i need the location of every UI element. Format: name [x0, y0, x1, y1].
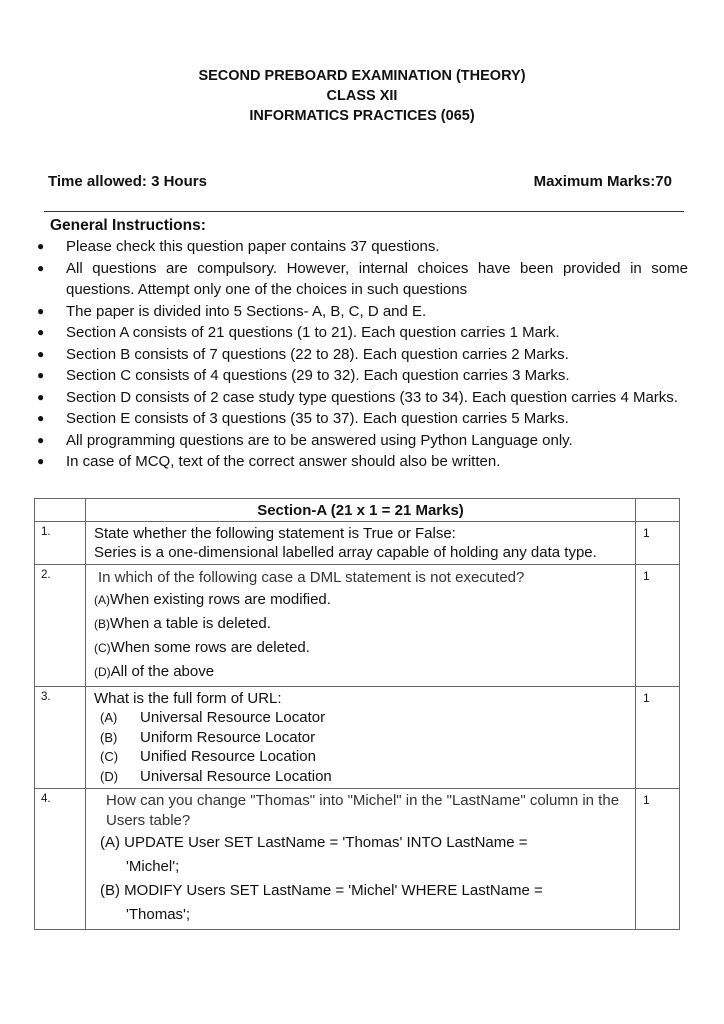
subject-label: INFORMATICS PRACTICES (065) — [249, 108, 475, 124]
option: (C)When some rows are deleted. — [94, 639, 310, 656]
question-number: 1. — [35, 522, 86, 565]
general-instructions-list — [32, 236, 688, 473]
question-row — [35, 522, 680, 565]
instruction-item — [32, 430, 688, 452]
general-instructions-title: General Instructions: — [50, 217, 206, 234]
question-marks: 1 — [636, 522, 680, 565]
exam-title: SECOND PREBOARD EXAMINATION (THEORY) — [198, 68, 526, 84]
question-line: How can you change "Thomas" into "Michel" in the "LastName" column in the Users table? — [106, 792, 620, 829]
bullet-icon: ● — [37, 368, 45, 382]
section-a-heading: Section-A (21 x 1 = 21 Marks) — [86, 499, 636, 522]
instruction-text: Section B consists of 7 questions (22 to 28). Each question carries 2 Marks. — [66, 345, 569, 363]
instruction-item — [32, 322, 688, 344]
option: (D)All of the above — [94, 663, 215, 680]
bullet-icon: ● — [37, 454, 45, 468]
bullet-icon: ● — [37, 239, 45, 253]
section-a-table — [34, 498, 680, 930]
bullet-icon: ● — [37, 389, 45, 404]
class-label: CLASS XII — [326, 88, 398, 104]
question-line: Series is a one-dimensional labelled array capable of holding any data type. — [94, 544, 597, 561]
question-marks: 1 — [636, 687, 680, 789]
option: (A) Universal Resource Locator — [100, 709, 326, 726]
option: (A)When existing rows are modified. — [94, 591, 331, 608]
question-marks: 1 — [636, 789, 680, 930]
question-marks: 1 — [636, 565, 680, 687]
question-text — [86, 789, 636, 930]
option: (B) MODIFY Users SET LastName = 'Michel' WHERE LastName = 'Thomas'; — [100, 882, 543, 923]
option: (B)When a table is deleted. — [94, 615, 271, 632]
exam-meta — [48, 173, 672, 190]
question-row — [35, 687, 680, 789]
bullet-icon: ● — [37, 346, 45, 361]
instruction-item — [32, 408, 688, 430]
maximum-marks: Maximum Marks:70 — [533, 173, 672, 190]
question-line: What is the full form of URL: — [94, 690, 282, 707]
instruction-item — [32, 365, 688, 387]
question-number: 3. — [35, 687, 86, 789]
option: (A) UPDATE User SET LastName = 'Thomas' INTO LastName = 'Michel'; — [100, 834, 528, 875]
instruction-item — [32, 451, 688, 473]
instruction-text: All programming questions are to be answered using Python Language only. — [66, 431, 573, 449]
instruction-item — [32, 258, 688, 301]
option: (D) Universal Resource Location — [100, 767, 332, 785]
instruction-text: All questions are compulsory. However, internal choices have been provided in some questions. Attempt only one of the choices in such questions — [66, 259, 688, 298]
instruction-text: Section C consists of 4 questions (29 to 32). Each question carries 3 Marks. — [66, 367, 570, 384]
bullet-icon: ● — [37, 260, 45, 275]
instruction-item — [32, 387, 688, 409]
instruction-text: In case of MCQ, text of the correct answer should also be written. — [66, 453, 501, 470]
instruction-text: Section D consists of 2 case study type questions (33 to 34). Each question carries 4 Marks. — [66, 388, 678, 406]
time-allowed: Time allowed: 3 Hours — [48, 173, 207, 190]
instruction-item — [32, 236, 688, 258]
question-line: In which of the following case a DML statement is not executed? — [98, 569, 525, 586]
instruction-text: The paper is divided into 5 Sections- A, B, C, D and E. — [66, 302, 427, 320]
section-heading-row — [35, 499, 680, 522]
exam-header — [0, 66, 724, 126]
question-text — [86, 687, 636, 789]
instruction-item — [32, 301, 688, 323]
divider — [44, 211, 684, 212]
question-number: 2. — [35, 565, 86, 687]
instruction-text: Section E consists of 3 questions (35 to 37). Each question carries 5 Marks. — [66, 410, 569, 427]
question-row — [35, 565, 680, 687]
question-row — [35, 789, 680, 930]
question-text — [86, 522, 636, 565]
instruction-text: Please check this question paper contains 37 questions. — [66, 238, 440, 255]
question-line: State whether the following statement is True or False: — [94, 525, 456, 542]
instruction-text: Section A consists of 21 questions (1 to 21). Each question carries 1 Mark. — [66, 324, 560, 341]
question-text — [86, 565, 636, 687]
instruction-item — [32, 344, 688, 366]
option: (C) Unified Resource Location — [100, 748, 316, 765]
bullet-icon: ● — [37, 303, 45, 318]
bullet-icon: ● — [37, 325, 45, 339]
option: (B) Uniform Resource Locator — [100, 728, 316, 746]
bullet-icon: ● — [37, 411, 45, 425]
bullet-icon: ● — [37, 432, 45, 447]
question-number: 4. — [35, 789, 86, 930]
